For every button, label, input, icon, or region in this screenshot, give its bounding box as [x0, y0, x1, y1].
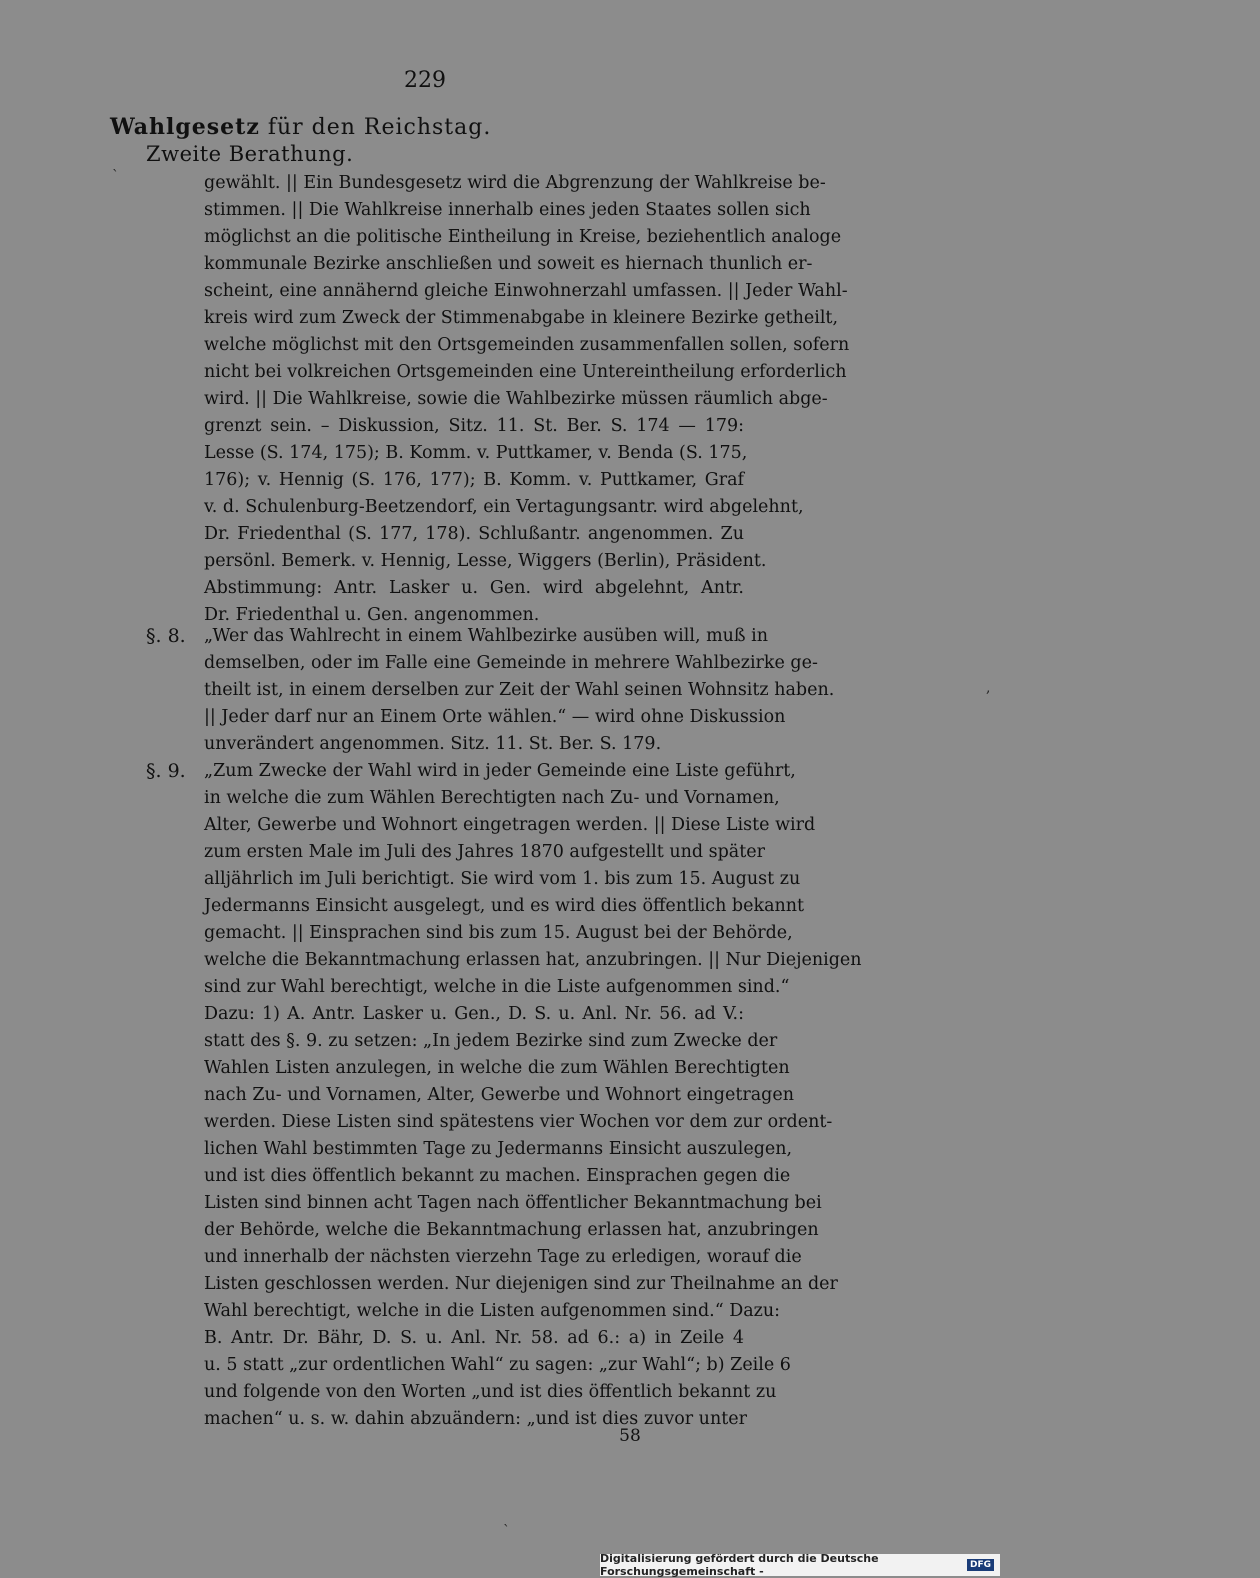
- text-line: Dr. Friedenthal u. Gen. angenommen.: [204, 605, 540, 625]
- text-line: Wahlen Listen anzulegen, in welche die zum Wählen Berechtigten: [204, 1058, 790, 1078]
- text-line: sind zur Wahl berechtigt, welche in die Liste aufgenommen sind.“: [204, 977, 790, 997]
- text-line: unverändert angenommen. Sitz. 11. St. Ber. S. 179.: [204, 734, 662, 754]
- scan-speck: ,: [986, 680, 991, 696]
- text-line: lichen Wahl bestimmten Tage zu Jedermanns Einsicht auszulegen,: [204, 1139, 793, 1159]
- heading-bold: Wahlgesetz: [110, 114, 260, 140]
- dfg-logo: DFG: [967, 1559, 994, 1571]
- scan-speck: `: [503, 1523, 510, 1539]
- text-line: statt des §. 9. zu setzen: „In jedem Bezirke sind zum Zwecke der: [204, 1031, 778, 1051]
- text-line: nach Zu- und Vornamen, Alter, Gewerbe und Wohnort eingetragen: [204, 1085, 795, 1105]
- text-line: welche möglichst mit den Ortsgemeinden zusammenfallen sollen, sofern: [204, 335, 850, 355]
- text-line: „Wer das Wahlrecht in einem Wahlbezirke ausüben will, muß in: [204, 626, 769, 646]
- text-line: und folgende von den Worten „und ist dies öffentlich bekannt zu: [204, 1382, 777, 1402]
- text-line: und ist dies öffentlich bekannt zu machen. Einsprachen gegen die: [204, 1166, 791, 1186]
- text-line: Jedermanns Einsicht ausgelegt, und es wird dies öffentlich bekannt: [204, 896, 805, 916]
- text-line: gewählt. || Ein Bundesgesetz wird die Abgrenzung der Wahlkreise be-: [204, 173, 826, 193]
- text-line: werden. Diese Listen sind spätestens vier Wochen vor dem zur ordent-: [204, 1112, 833, 1132]
- text-line: stimmen. || Die Wahlkreise innerhalb eines jeden Staates sollen sich: [204, 200, 811, 220]
- scan-speck: `: [112, 168, 119, 184]
- section-9-text: [204, 758, 862, 1433]
- heading-rest: für den Reichstag.: [259, 115, 492, 140]
- text-line: Alter, Gewerbe und Wohnort eingetragen werden. || Diese Liste wird: [204, 815, 816, 835]
- page-heading: [110, 114, 491, 140]
- text-line: Abstimmung: Antr. Lasker u. Gen. wird abgelehnt, Antr.: [204, 578, 744, 598]
- section-label-8: §. 8.: [146, 625, 186, 647]
- footer-credit: Digitalisierung gefördert durch die Deutsche Forschungsgemeinschaft -: [600, 1552, 879, 1578]
- text-line: in welche die zum Wählen Berechtigten nach Zu- und Vornamen,: [204, 788, 780, 808]
- text-line: B. Antr. Dr. Bähr, D. S. u. Anl. Nr. 58. ad 6.: a) in Zeile 4: [204, 1328, 744, 1348]
- text-line: 176); v. Hennig (S. 176, 177); B. Komm. v. Puttkamer, Graf: [204, 470, 744, 490]
- text-line: wird. || Die Wahlkreise, sowie die Wahlbezirke müssen räumlich abge-: [204, 389, 828, 409]
- text-line: Listen geschlossen werden. Nur diejenigen sind zur Theilnahme an der: [204, 1274, 838, 1294]
- section-label-9: §. 9.: [146, 760, 186, 782]
- text-line: persönl. Bemerk. v. Hennig, Lesse, Wiggers (Berlin), Präsident.: [204, 551, 767, 571]
- text-line: grenzt sein. – Diskussion, Sitz. 11. St. Ber. S. 174 — 179:: [204, 416, 744, 436]
- text-line: scheint, eine annähernd gleiche Einwohnerzahl umfassen. || Jeder Wahl-: [204, 281, 848, 301]
- text-line: gemacht. || Einsprachen sind bis zum 15. August bei der Behörde,: [204, 923, 793, 943]
- text-line: „Zum Zwecke der Wahl wird in jeder Gemeinde eine Liste geführt,: [204, 761, 796, 781]
- text-line: Wahl berechtigt, welche in die Listen aufgenommen sind.“ Dazu:: [204, 1301, 781, 1321]
- signature-mark: 58: [619, 1426, 641, 1446]
- text-line: alljährlich im Juli berichtigt. Sie wird vom 1. bis zum 15. August zu: [204, 869, 801, 889]
- text-line: v. d. Schulenburg-Beetzendorf, ein Vertagungsantr. wird abgelehnt,: [204, 497, 804, 517]
- text-line: kreis wird zum Zweck der Stimmenabgabe in kleinere Bezirke getheilt,: [204, 308, 839, 328]
- text-line: demselben, oder im Falle eine Gemeinde in mehrere Wahlbezirke ge-: [204, 653, 818, 673]
- text-line: || Jeder darf nur an Einem Orte wählen.“ — wird ohne Diskussion: [204, 707, 786, 727]
- text-line: kommunale Bezirke anschließen und soweit es hiernach thunlich er-: [204, 254, 813, 274]
- text-line: theilt ist, in einem derselben zur Zeit der Wahl seinen Wohnsitz haben.: [204, 680, 835, 700]
- text-line: nicht bei volkreichen Ortsgemeinden eine Untereintheilung erforderlich: [204, 362, 847, 382]
- text-line: Lesse (S. 174, 175); B. Komm. v. Puttkamer, v. Benda (S. 175,: [204, 443, 748, 463]
- text-line: u. 5 statt „zur ordentlichen Wahl“ zu sagen: „zur Wahl“; b) Zeile 6: [204, 1355, 791, 1375]
- text-line: Dr. Friedenthal (S. 177, 178). Schlußantr. angenommen. Zu: [204, 524, 744, 544]
- page-number: 229: [404, 68, 446, 93]
- section-8-text: [204, 623, 835, 758]
- text-line: Dazu: 1) A. Antr. Lasker u. Gen., D. S. u. Anl. Nr. 56. ad V.:: [204, 1004, 744, 1024]
- text-line: und innerhalb der nächsten vierzehn Tage zu erledigen, worauf die: [204, 1247, 802, 1267]
- text-line: zum ersten Male im Juli des Jahres 1870 aufgestellt und später: [204, 842, 765, 862]
- text-line: möglichst an die politische Eintheilung in Kreise, beziehentlich analoge: [204, 227, 842, 247]
- text-line: Listen sind binnen acht Tagen nach öffentlicher Bekanntmachung bei: [204, 1193, 822, 1213]
- paragraph-1: [204, 170, 850, 629]
- footer-bar: [600, 1554, 1000, 1576]
- page-subheading: Zweite Berathung.: [146, 142, 354, 166]
- text-line: der Behörde, welche die Bekanntmachung erlassen hat, anzubringen: [204, 1220, 819, 1240]
- text-line: machen“ u. s. w. dahin abzuändern: „und ist dies zuvor unter: [204, 1409, 747, 1429]
- text-line: welche die Bekanntmachung erlassen hat, anzubringen. || Nur Diejenigen: [204, 950, 862, 970]
